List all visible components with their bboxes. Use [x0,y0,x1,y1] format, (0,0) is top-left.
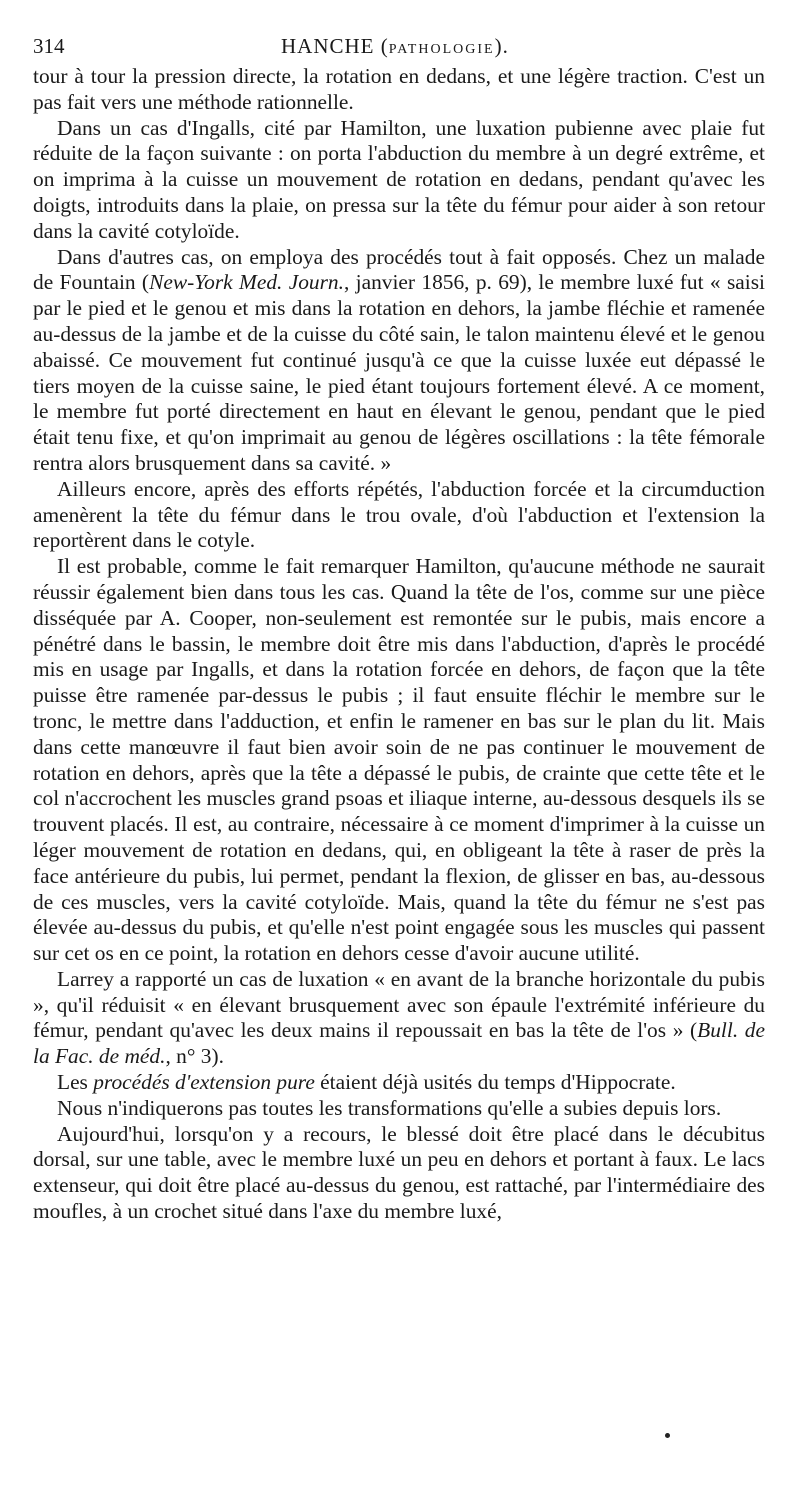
paragraph [33,967,765,1070]
paragraph-text: , janvier 1856, p. 69), le membre luxé fut « saisi par le pied et le genou et mis dans la rotation en dehors, la jambe fléchie et ramenée au-dessus de la jambe et de la cuisse du côté sain, le talon maintenu élevé et le genou abaissé. Ce mouvement fut continué jusqu'à ce que la cuisse luxée eut dépassé le tiers moyen de la cuisse saine, le pied étant toujours fortement élevé. A ce moment, le membre fut porté directement en haut en élevant le genou, pendant que le pied était tenu fixe, et qu'on imprimait au genou de légères oscillations : la tête fémorale rentra alors brusquement dans sa cavité. » [33,270,765,475]
paragraph-text: étaient déjà usités du temps d'Hippocrate. [314,1070,676,1095]
book-page [33,28,765,1225]
paragraph [33,1070,765,1096]
running-title-paren-close: ). [494,34,509,58]
running-title-main: HANCHE [281,34,375,58]
ink-speck [665,1433,670,1438]
paragraph-text: Nous n'indiquerons pas toutes les transformations qu'elle a subies depuis lors. [57,1095,722,1120]
paragraph [33,245,765,477]
page-number: 314 [33,34,65,58]
running-title [281,28,509,68]
paragraph-text: Les [57,1070,94,1095]
paragraph-text: Dans d'autres cas, on employa des procédés tout à fait opposés. Chez un malade de Fountain ( [33,244,765,295]
running-title-section: PATHOLOGIE [388,42,495,57]
body-text [33,64,765,1225]
paragraph-text: Aujourd'hui, lorsqu'on y a recours, le blessé doit être placé dans le décubitus dorsal, sur une table, avec le membre luxé un peu en dehors et portant à faux. Le lacs extenseur, qui doit être placé au-dessus du genou, est rattaché, par l'intermédiaire des moufles, à un crochet situé dans l'axe du membre luxé, [33,1121,765,1224]
paragraph [33,477,765,554]
italic-citation: Bull. de la Fac. de méd. [33,1018,765,1069]
paragraph-text: Ailleurs encore, après des efforts répétés, l'abduction forcée et la circumduction amenèrent la tête du fémur dans le trou ovale, d'où l'abduction et l'extension la reportèrent dans le cotyle. [33,476,765,553]
paragraph-text: Larrey a rapporté un cas de luxation « en avant de la branche horizontale du pubis », qu'il réduisit « en élevant brusquement avec son épaule l'extrémité inférieure du fémur, pendant qu'avec les deux mains il repoussait en bas la tête de l'os » ( [33,966,765,1043]
running-header [33,28,765,64]
paragraph [33,1096,765,1122]
paragraph [33,64,765,116]
paragraph [33,554,765,967]
paragraph [33,116,765,245]
paragraph [33,1122,765,1225]
paragraph-text: tour à tour la pression directe, la rotation en dedans, et une légère traction. C'est un pas fait vers une méthode rationnelle. [33,64,765,114]
italic-citation: procédés d'extension pure [93,1070,315,1095]
paragraph-text: Dans un cas d'Ingalls, cité par Hamilton, une luxation pubienne avec plaie fut réduite de la façon suivante : on porta l'abduction du membre à un degré extrême, et on imprima à la cuisse un mouvement de rotation en dedans, pendant qu'avec les doigts, introduits dans la plaie, on pressa sur la tête du fémur pour aider à son retour dans la cavité cotyloïde. [33,115,765,243]
italic-citation: New-York Med. Journ. [149,270,344,295]
paragraph-text: , n° 3). [165,1044,224,1069]
running-title-paren-open: ( [374,34,389,58]
paragraph-text: Il est probable, comme le fait remarquer Hamilton, qu'aucune méthode ne saurait réussir également bien dans tous les cas. Quand la tête de l'os, comme sur une pièce disséquée par A. Cooper, non-seulement est remontée sur le pubis, mais encore a pénétré dans le bassin, le membre doit être mis dans l'abduction, d'après le procédé mis en usage par Ingalls, et dans la rotation forcée en dehors, de façon que la tête puisse être ramenée par-dessus le pubis ; il faut ensuite fléchir le membre sur le tronc, le mettre dans l'adduction, et enfin le ramener en bas sur le plan du lit. Mais dans cette manœuvre il faut bien avoir soin de ne pas continuer le mouvement de rotation en dehors, après que la tête a dépassé le pubis, de crainte que cette tête et le col n'accrochent les muscles grand psoas et iliaque interne, au-dessous desquels ils se trouvent placés. Il est, au contraire, nécessaire à ce moment d'imprimer à la cuisse un léger mouvement de rotation en dedans, qui, en obligeant la tête à raser de près la face antérieure du pubis, lui permet, pendant la flexion, de glisser en bas, au-dessous de ces muscles, vers la cavité cotyloïde. Mais, quand la tête du fémur ne s'est pas élevée au-dessus du pubis, et qu'elle n'est point engagée sous les muscles qui passent sur cet os en ce point, la rotation en dehors cesse d'avoir aucune utilité. [33,554,765,966]
